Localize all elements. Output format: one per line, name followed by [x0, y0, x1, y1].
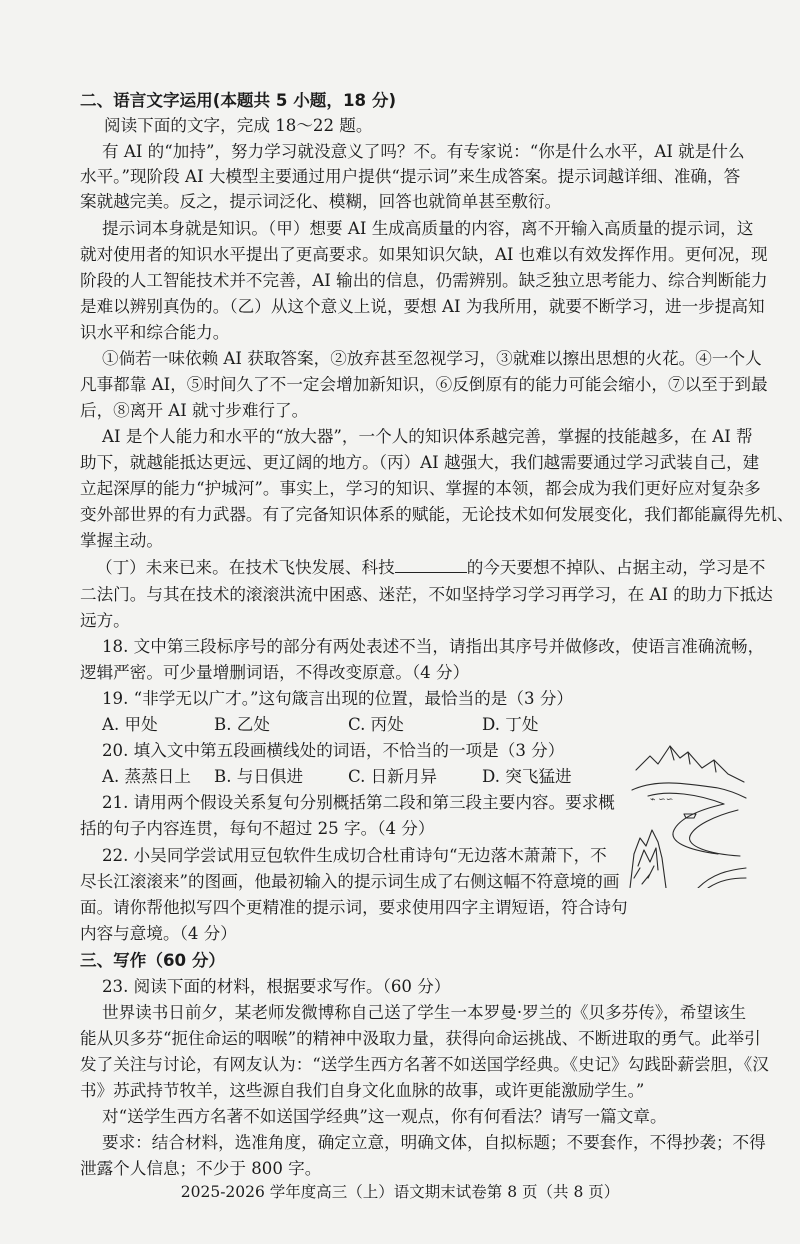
section-heading-writing: 三、写作（60 分） [80, 951, 226, 970]
passage-p4-line3: 立起深厚的能力“护城河”。事实上，学习的知识、掌握的本领，都会成为我们更好应对复杂多 [80, 479, 761, 498]
question-21-line1: 21. 请用两个假设关系复句分别概括第二段和第三段主要内容。要求概 [102, 793, 615, 812]
q23-prompt: 对“送学生西方名著不如送国学经典”这一观点，你有何看法？请写一篇文章。 [102, 1107, 667, 1126]
q23-material-line2: 能从贝多芬“扼住命运的咽喉”的精神中汲取力量，获得向命运挑战、不断进取的勇气。此举引 [80, 1029, 761, 1048]
sketch-scribble-text: ⌁ ∽∽ [650, 795, 674, 805]
passage-p5-line1 [96, 557, 765, 579]
page-footer: 2025-2026 学年度高三（上）语文期末试卷第 8 页（共 8 页） [180, 1183, 620, 1201]
passage-p4-line1: AI 是个人能力和水平的“放大器”，一个人的知识体系越完善，掌握的技能越多，在 AI 帮 [102, 427, 753, 446]
q19-option-c: C. 丙处 [348, 715, 404, 734]
question-22-line2: 尽长江滚滚来”的图画，他最初输入的提示词生成了右侧这幅不符意境的画 [80, 872, 620, 891]
question-23-stem: 23. 阅读下面的材料，根据要求写作。（60 分） [102, 977, 451, 996]
question-22-line4: 内容与意境。（4 分） [80, 924, 237, 943]
passage-p2-line2: 就对使用者的知识水平提出了更高要求。如果知识欠缺，AI 也难以有效发挥作用。更何况，现 [80, 245, 768, 264]
reading-instruction: 阅读下面的文字，完成 18～22 题。 [104, 116, 373, 135]
passage-p3-line2: 凡事都靠 AI，⑤时间久了不一定会增加新知识，⑥反倒原有的能力可能会缩小，⑦以至于到最 [80, 375, 768, 394]
passage-p2-line4: 是难以辨别真伪的。（乙）从这个意义上说，要想 AI 为我所用，就要不断学习，进一步提高知 [80, 297, 765, 316]
passage-p3-line3: 后，⑧离开 AI 就寸步难行了。 [80, 401, 309, 420]
passage-p4-line4: 变外部世界的有力武器。有了完备知识体系的赋能，无论技术如何发展变化，我们都能赢得先机、 [80, 505, 794, 524]
passage-p1-line1: 有 AI 的“加持”，努力学习就没意义了吗？不。有专家说：“你是什么水平，AI 就是什么 [102, 142, 745, 161]
passage-p2-line1: 提示词本身就是知识。（甲）想要 AI 生成高质量的内容，离不开输入高质量的提示词，这 [102, 219, 754, 238]
question-19-options [102, 714, 622, 736]
question-21-line2: 括的句子内容连贯，每句不超过 25 字。（4 分） [80, 819, 435, 838]
passage-p4-line2: 助下，就越能抵达更远、更辽阔的地方。（丙）AI 越强大，我们越需要通过学习武装自己，建 [80, 453, 760, 472]
passage-p5-line3: 远方。 [80, 611, 130, 630]
q20-option-c: C. 日新月异 [348, 767, 438, 786]
question-20-options [102, 766, 622, 788]
q20-option-b: B. 与日俱进 [214, 767, 304, 786]
q23-material-line3: 发了关注与讨论，有网友认为：“送学生西方名著不如送国学经典。《史记》勾践卧薪尝胆，《汉 [80, 1055, 769, 1074]
question-19-stem: 19. “非学无以广才。”这句箴言出现的位置，最恰当的是（3 分） [102, 689, 574, 708]
q23-requirements-line2: 泄露个人信息；不少于 800 字。 [80, 1159, 322, 1178]
question-20-stem: 20. 填入文中第五段画横线处的词语，不恰当的一项是（3 分） [102, 741, 565, 760]
q23-material-line1: 世界读书日前夕，某老师发微博称自己送了学生一本罗曼·罗兰的《贝多芬传》，希望该生 [102, 1003, 747, 1022]
question-22-line1: 22. 小吴同学尝试用豆包软件生成切合杜甫诗句“无边落木萧萧下，不 [102, 846, 607, 865]
question-22-line3: 面。请你帮他拟写四个更精准的提示词，要求使用四字主谓短语，符合诗句 [80, 898, 628, 917]
q23-requirements-line1: 要求：结合材料，选准角度，确定立意，明确文体，自拟标题；不要套作，不得抄袭；不得 [102, 1133, 766, 1152]
q19-option-d: D. 丁处 [482, 715, 539, 734]
passage-p1-line3: 案就越完美。反之，提示词泛化、模糊，回答也就简单甚至敷衍。 [80, 192, 562, 211]
passage-p5-after-blank: 的今天要想不掉队、占据主动，学习是不 [466, 558, 766, 577]
q23-material-line4: 书》苏武持节牧羊，这些源自我们自身文化血脉的故事，或许更能激励学生。” [80, 1081, 645, 1100]
passage-p4-line5: 掌握主动。 [80, 531, 163, 550]
fill-in-blank-line [395, 557, 467, 573]
q20-option-d: D. 突飞猛进 [482, 767, 572, 786]
question-18-line2: 逻辑严密。可少量增删词语，不得改变原意。（4 分） [80, 663, 470, 682]
q19-option-a: A. 甲处 [102, 715, 158, 734]
question-18-line1: 18. 文中第三段标序号的部分有两处表述不当，请指出其序号并做修改，使语言准确流畅， [102, 637, 765, 656]
landscape-sketch-illustration [628, 738, 748, 888]
passage-p2-line5: 识水平和综合能力。 [80, 323, 230, 342]
passage-p2-line3: 阶段的人工智能技术并不完善，AI 输出的信息，仍需辨别。缺乏独立思考能力、综合判断能力 [80, 271, 768, 290]
passage-p5-before-blank: （丁）未来已来。在技术飞快发展、科技 [96, 558, 395, 577]
q19-option-b: B. 乙处 [214, 715, 270, 734]
passage-p3-line1: ①倘若一味依赖 AI 获取答案，②放弃甚至忽视学习，③就难以擦出思想的火花。④一个人 [102, 349, 762, 368]
passage-p1-line2: 水平。”现阶段 AI 大模型主要通过用户提供“提示词”来生成答案。提示词越详细、准确，答 [80, 167, 741, 186]
section-heading-language-use: 二、语言文字运用(本题共 5 小题，18 分) [80, 91, 397, 110]
passage-p5-line2: 二法门。与其在技术的滚滚洪流中困惑、迷茫，不如坚持学习学习再学习，在 AI 的助力下抵达 [80, 585, 773, 604]
q20-option-a: A. 蒸蒸日上 [102, 767, 191, 786]
